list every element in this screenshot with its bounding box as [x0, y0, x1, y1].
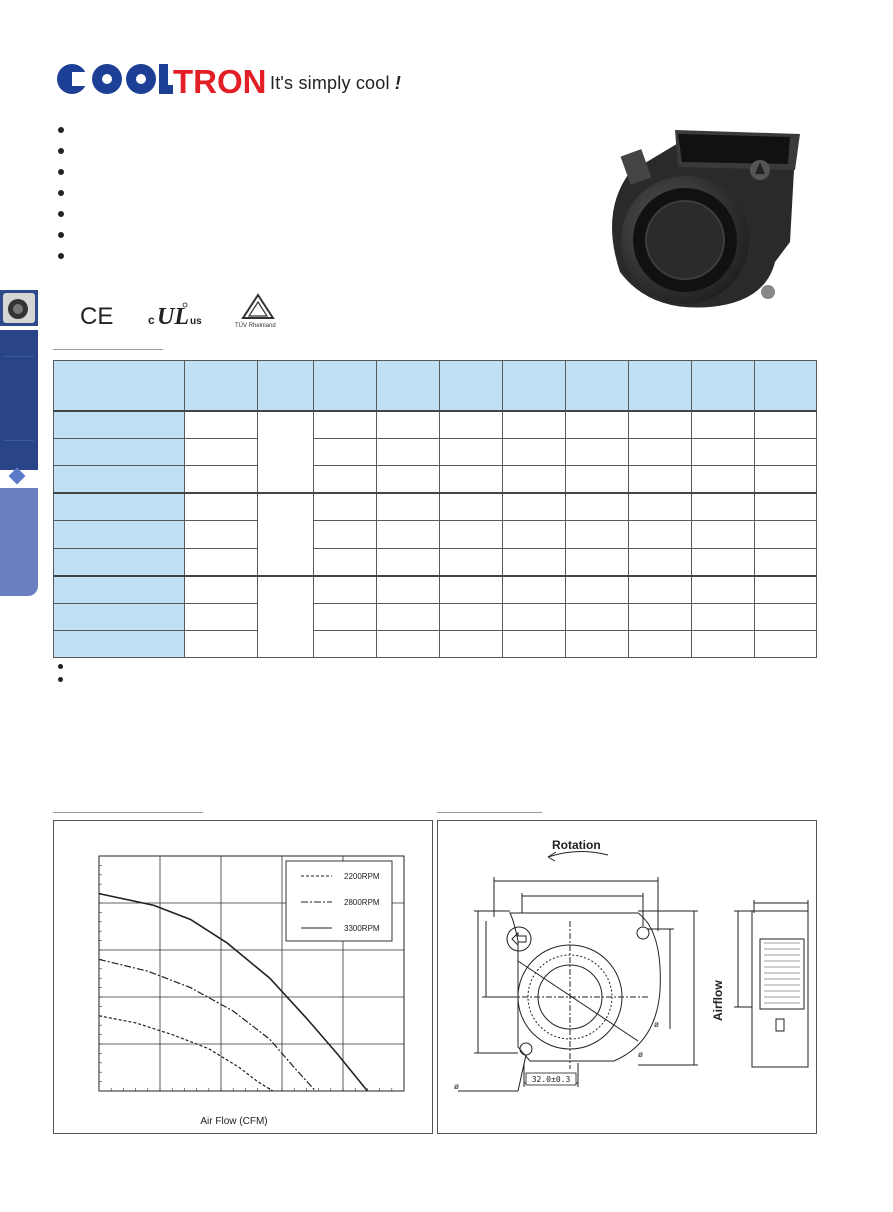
ul-mark-text: UL [157, 304, 189, 330]
side-tab-divider [4, 440, 34, 441]
table-header [755, 361, 817, 412]
table-row [54, 576, 817, 604]
model-cell [54, 411, 185, 439]
table-header [692, 361, 755, 412]
model-cell [54, 630, 185, 657]
logo-tron-text: TRON [173, 63, 267, 100]
table-row [54, 466, 817, 494]
table-row [54, 603, 817, 630]
feature-bullet [58, 127, 64, 133]
ul-us-text: us [190, 316, 202, 327]
airflow-label: Airflow [711, 980, 725, 1021]
feature-bullet [58, 148, 64, 154]
ul-c-text: c [148, 313, 155, 327]
section-underline [53, 812, 203, 813]
note-bullet [58, 677, 63, 682]
table-header [54, 361, 185, 412]
tagline-mark: ! [394, 73, 402, 93]
feature-bullet [58, 169, 64, 175]
model-cell [54, 466, 185, 494]
table-row [54, 548, 817, 576]
voltage-cell [258, 493, 314, 575]
table-header [566, 361, 629, 412]
voltage-cell [258, 576, 314, 658]
ce-mark-text: CE [80, 303, 114, 330]
table-header [377, 361, 440, 412]
table-row [54, 493, 817, 521]
diameter-label: ø [654, 1020, 659, 1029]
table-header [258, 361, 314, 412]
voltage-cell [258, 411, 314, 493]
cooltron-logo [55, 62, 267, 100]
section-underline [53, 349, 163, 350]
model-cell [54, 521, 185, 548]
table-header [314, 361, 377, 412]
feature-bullet [58, 211, 64, 217]
model-cell [54, 548, 185, 576]
note-bullet [58, 664, 63, 669]
feature-bullet [58, 190, 64, 196]
model-cell [54, 603, 185, 630]
section-underline [437, 812, 542, 813]
legend-label: 3300RPM [344, 924, 380, 933]
tagline [270, 73, 401, 94]
table-header [629, 361, 692, 412]
rotation-arrow [548, 851, 608, 857]
rotation-label: Rotation [552, 838, 601, 852]
table-row [54, 521, 817, 548]
table-row [54, 411, 817, 439]
x-axis-label: Air Flow (CFM) [200, 1116, 268, 1127]
side-tab-section [0, 488, 38, 596]
legend-label: 2200RPM [344, 872, 380, 881]
diameter-label: ø [454, 1082, 459, 1091]
table-header-row [54, 361, 817, 412]
table-header [185, 361, 258, 412]
side-tab-divider [4, 356, 34, 357]
tuv-text: TÜV Rheinland [235, 323, 276, 329]
ce-mark-icon [80, 302, 114, 328]
tuv-rheinland-icon [233, 294, 283, 330]
blower-fan-photo [590, 122, 815, 314]
legend-label: 2800RPM [344, 898, 380, 907]
dimension-drawing-panel [437, 820, 817, 1134]
pq-curve-panel [53, 820, 433, 1134]
table-row [54, 439, 817, 466]
spec-table [53, 360, 817, 658]
bottom-dimension-label: 32.0±0.3 [531, 1075, 571, 1084]
table-row [54, 630, 817, 657]
dimension-drawing [438, 821, 816, 1133]
pq-curve-chart [54, 821, 432, 1133]
model-cell [54, 576, 185, 604]
table-header [440, 361, 503, 412]
feature-bullet [58, 253, 64, 259]
side-tab-section [0, 330, 38, 470]
ul-mark-icon [148, 300, 206, 328]
model-cell [54, 493, 185, 521]
table-header [503, 361, 566, 412]
feature-bullet [58, 232, 64, 238]
side-tab-marker-icon [9, 468, 26, 485]
diameter-label: ø [638, 1050, 643, 1059]
tagline-text: It's simply cool [270, 73, 390, 93]
airflow-direction-icon [512, 933, 526, 945]
fan-thumbnail-icon [0, 290, 38, 326]
model-cell [54, 439, 185, 466]
